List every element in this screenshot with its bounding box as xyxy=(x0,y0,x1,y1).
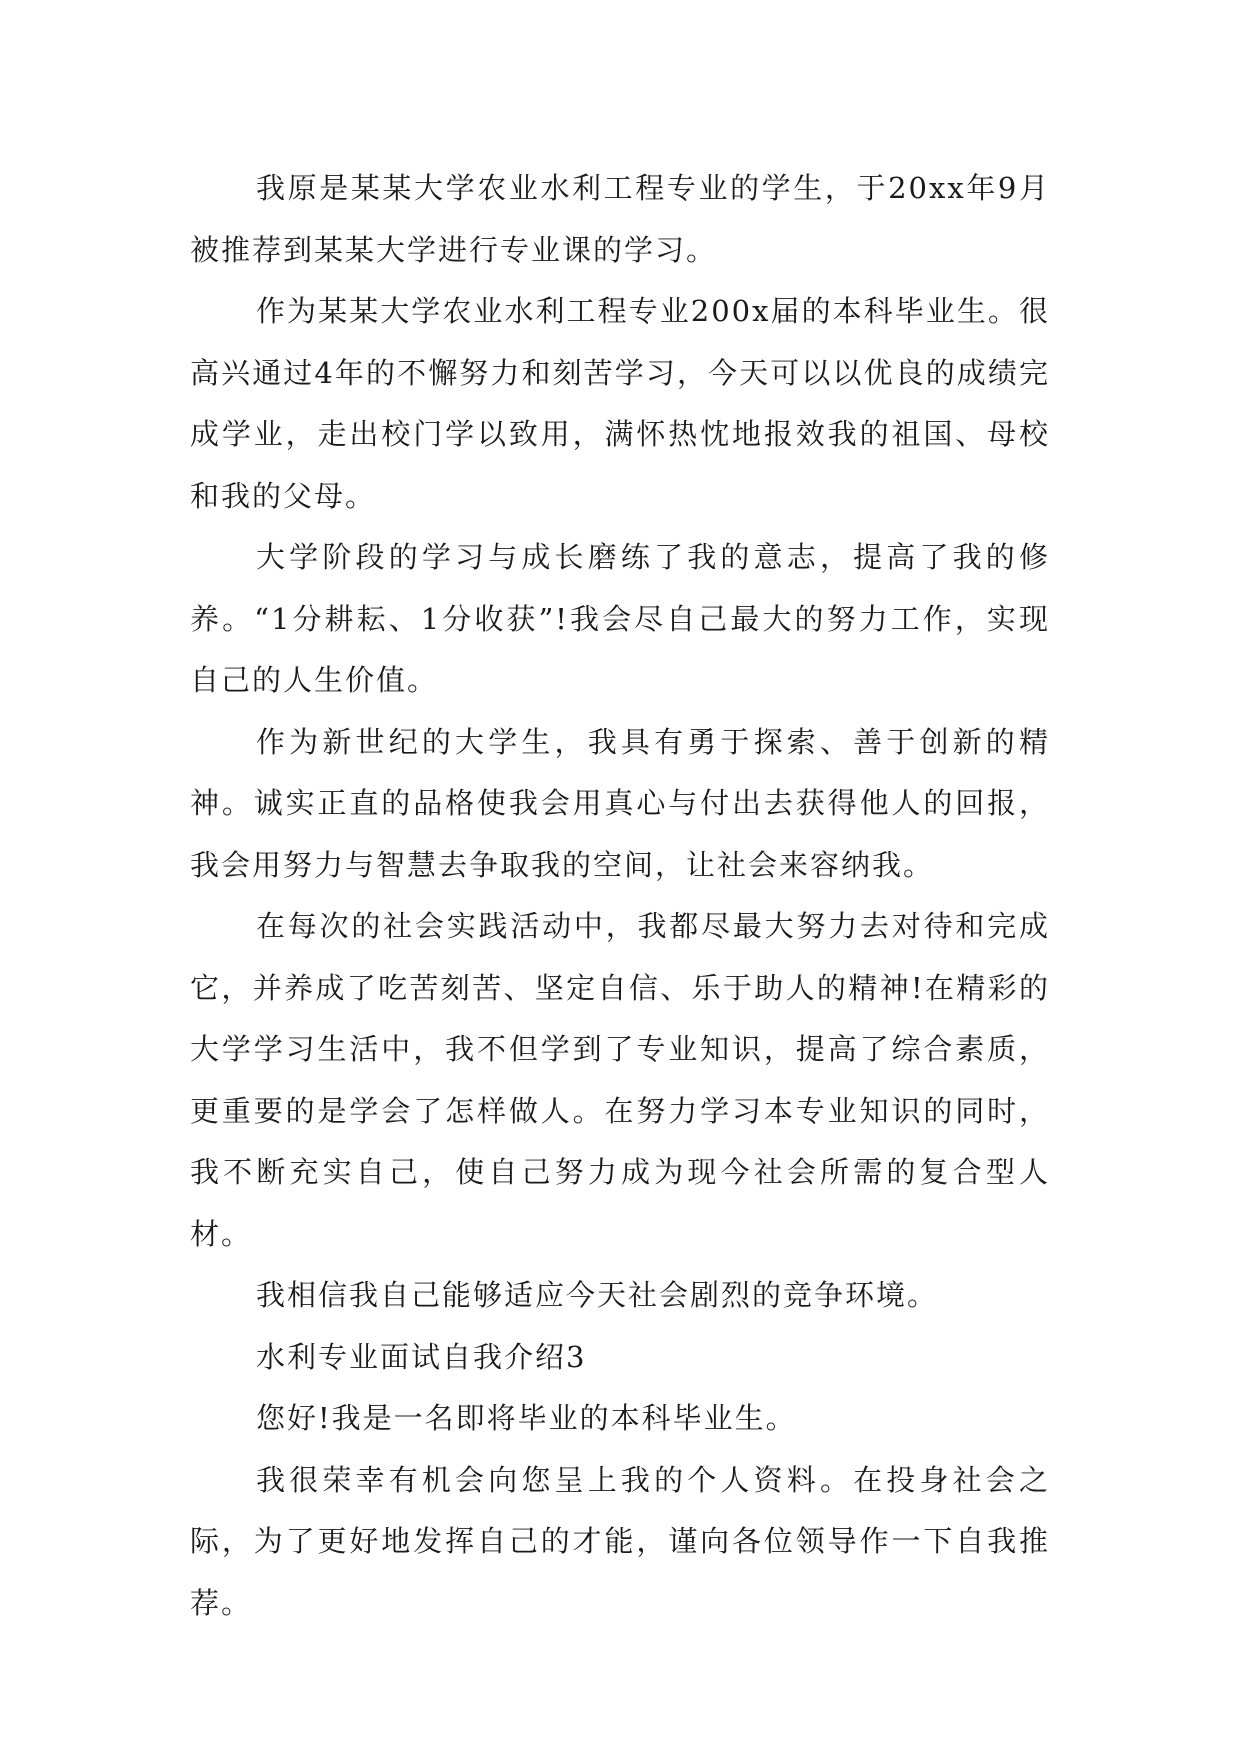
paragraph-6: 我相信我自己能够适应今天社会剧烈的竞争环境。 xyxy=(256,1278,939,1312)
paragraph-2: 作为某某大学农业水利工程专业200x届的本科毕业生。很高兴通过4年的不懈努力和刻苦学习，今天可以以优良的成绩完成学业，走出校门学以致用，满怀热忱地报效我的祖国、母校和我的父母。 xyxy=(190,294,1050,513)
section-heading: 水利专业面试自我介绍3 xyxy=(256,1339,587,1374)
paragraph-1: 我原是某某大学农业水利工程专业的学生，于20xx年9月被推荐到某某大学进行专业课的学习。 xyxy=(190,171,1050,267)
paragraph-5: 在每次的社会实践活动中，我都尽最大努力去对待和完成它，并养成了吃苦刻苦、坚定自信、乐于助人的精神!在精彩的大学学习生活中，我不但学到了专业知识，提高了综合素质，更重要的是学会了怎样做人。在努力学习本专业知识的同时，我不断充实自己，使自己努力成为现今社会所需的复合型人材。 xyxy=(190,909,1050,1251)
paragraph-8: 我很荣幸有机会向您呈上我的个人资料。在投身社会之际，为了更好地发挥自己的才能，谨向各位领导作一下自我推荐。 xyxy=(190,1462,1050,1620)
paragraph-7: 您好!我是一名即将毕业的本科毕业生。 xyxy=(256,1401,797,1435)
document-body xyxy=(190,158,1050,1634)
paragraph-3: 大学阶段的学习与成长磨练了我的意志，提高了我的修养。“1分耕耘、1分收获”!我会尽自己最大的努力工作，实现自己的人生价值。 xyxy=(190,540,1050,697)
paragraph-4: 作为新世纪的大学生，我具有勇于探索、善于创新的精神。诚实正直的品格使我会用真心与付出去获得他人的回报，我会用努力与智慧去争取我的空间，让社会来容纳我。 xyxy=(190,724,1050,882)
